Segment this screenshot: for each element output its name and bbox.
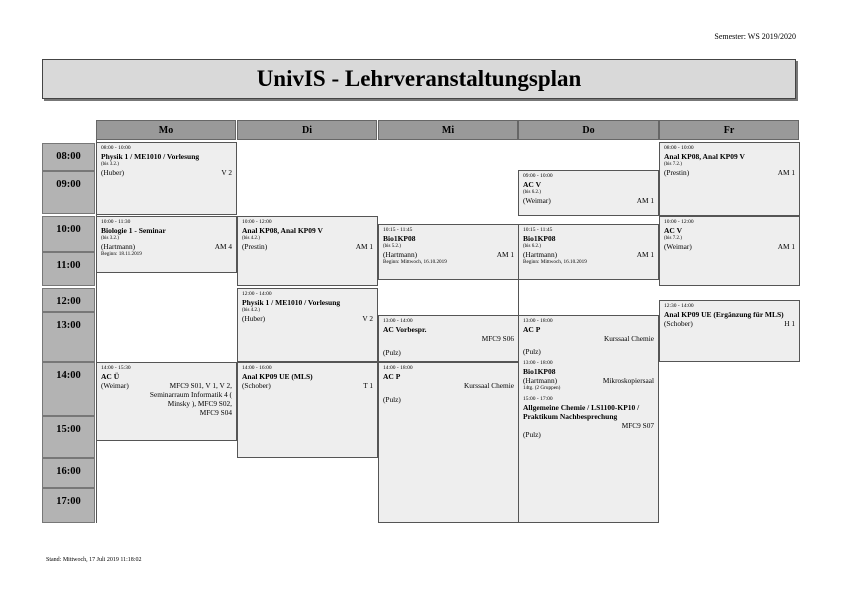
event-title: AC P (383, 372, 401, 381)
event-room: Kurssaal Chemie (603, 334, 654, 343)
event-room: Kurssaal Chemie (463, 381, 514, 390)
event-room: H 1 (784, 319, 795, 328)
event-card[interactable] (378, 362, 519, 523)
event-room: V 2 (221, 168, 232, 177)
event-person: (Hartmann) (101, 242, 136, 251)
event-title: Anal KP09 UE (Ergänzung für MLS) (664, 310, 784, 319)
event-person: (Schober) (664, 319, 693, 328)
event-title: AC Vorbespr. (383, 325, 427, 334)
event-note: Beginn: 18.11.2019 (101, 251, 142, 257)
event-time: 14:00 - 16:00 (242, 365, 272, 371)
event-room: AM 4 (214, 242, 232, 251)
time-slot: 17:00 (42, 488, 95, 523)
event-person: (Pulz) (383, 395, 401, 404)
event-title: AC V (664, 226, 682, 235)
time-slot: 14:00 (42, 362, 95, 416)
event-person: (Hartmann) (523, 376, 558, 385)
event-until: (bis 4.2.) (242, 308, 260, 313)
event-card[interactable] (237, 362, 378, 458)
event-time: 14:00 - 15:30 (101, 365, 131, 371)
day-header-mo: Mo (96, 120, 236, 140)
time-slot: 13:00 (42, 312, 95, 362)
event-card[interactable] (659, 216, 800, 286)
time-slot: 16:00 (42, 458, 95, 488)
event-time: 08:00 - 10:00 (664, 145, 694, 151)
event-time: 10:15 - 11:45 (383, 227, 413, 233)
page-title: UnivIS - Lehrveranstaltungsplan (256, 66, 582, 91)
event-time: 13:00 - 14:00 (383, 318, 413, 324)
event-card[interactable] (237, 216, 378, 286)
event-person: (Pulz) (523, 430, 541, 439)
event-note: 14tg. (2 Gruppen) (523, 385, 561, 391)
time-slot: 10:00 (42, 216, 95, 252)
event-card[interactable] (96, 216, 237, 273)
event-title: Physik 1 / ME1010 / Vorlesung (242, 298, 341, 307)
event-until: (bis 7.2.) (664, 162, 682, 167)
event-person: (Huber) (101, 168, 125, 177)
event-title: Anal KP08, Anal KP09 V (242, 226, 323, 235)
event-note: Beginn: Mittwoch, 16.10.2019 (523, 259, 587, 265)
event-person: (Prestin) (242, 242, 268, 251)
event-time: 12:00 - 14:00 (242, 291, 272, 297)
time-slot: 12:00 (42, 288, 95, 312)
timestamp-footer: Stand: Mittwoch, 17 Juli 2019 11:18:02 (46, 557, 142, 563)
event-room: MFC9 S07 (621, 421, 654, 430)
event-person: (Huber) (242, 314, 266, 323)
day-header-do: Do (518, 120, 659, 140)
time-slot: 11:00 (42, 252, 95, 286)
event-title: AC P (523, 325, 541, 334)
event-person: (Weimar) (664, 242, 692, 251)
event-time: 14:00 - 18:00 (383, 365, 413, 371)
event-person: (Hartmann) (383, 250, 418, 259)
event-title: Anal KP08, Anal KP09 V (664, 152, 745, 161)
event-until: (bis 3.2.) (101, 162, 119, 167)
event-time: 10:00 - 11:30 (101, 219, 131, 225)
event-time: 12:30 - 14:00 (664, 303, 694, 309)
title-banner (42, 59, 796, 99)
event-person: (Weimar) (101, 381, 129, 390)
event-title: Biologie 1 - Seminar (101, 226, 166, 235)
event-title: AC Ü (101, 372, 120, 381)
event-time: 15:00 - 17:00 (523, 396, 553, 402)
event-card[interactable] (96, 142, 237, 215)
event-until: (bis 4.2.) (242, 236, 260, 241)
day-header-di: Di (237, 120, 377, 140)
event-room: MFC9 S06 (481, 334, 514, 343)
event-time: 08:00 - 10:00 (101, 145, 131, 151)
event-room: AM 1 (636, 196, 654, 205)
event-time: 10:00 - 12:00 (664, 219, 694, 225)
event-person: (Pulz) (523, 347, 541, 356)
event-title: Physik 1 / ME1010 / Vorlesung (101, 152, 200, 161)
event-room: Mikroskopiersaal (602, 376, 654, 385)
time-slot: 09:00 (42, 171, 95, 214)
event-card[interactable] (659, 142, 800, 216)
event-card[interactable] (378, 315, 519, 362)
event-until: (bis 6.2.) (523, 190, 541, 195)
event-time: 10:00 - 12:00 (242, 219, 272, 225)
event-until: (bis 7.2.) (664, 236, 682, 241)
event-until: (bis 3.2.) (101, 236, 119, 241)
event-room: AM 1 (636, 250, 654, 259)
event-title: Bio1KP08 (523, 367, 556, 376)
event-card[interactable] (237, 288, 378, 362)
event-title: Allgemeine Chemie / LS1100-KP10 / Praktikum Nachbesprechung (523, 403, 640, 421)
event-room: T 1 (363, 381, 373, 390)
event-card[interactable] (518, 315, 659, 523)
event-card[interactable] (378, 224, 519, 280)
time-slot: 15:00 (42, 416, 95, 458)
event-note: Beginn: Mittwoch, 16.10.2019 (383, 259, 447, 265)
event-time: 13:00 - 18:00 (523, 360, 553, 366)
event-person: (Pulz) (383, 348, 401, 357)
event-until: (bis 6.2.) (523, 244, 541, 249)
event-person: (Hartmann) (523, 250, 558, 259)
day-header-mi: Mi (378, 120, 518, 140)
event-title: AC V (523, 180, 541, 189)
event-title: Bio1KP08 (383, 234, 416, 243)
event-room: AM 1 (777, 242, 795, 251)
event-room: AM 1 (777, 168, 795, 177)
event-title: Anal KP09 UE (MLS) (242, 372, 313, 381)
day-header-fr: Fr (659, 120, 799, 140)
event-room: AM 1 (496, 250, 514, 259)
event-until: (bis 5.2.) (383, 244, 401, 249)
event-person: (Weimar) (523, 196, 551, 205)
event-card[interactable] (659, 300, 800, 362)
event-room: V 2 (362, 314, 373, 323)
event-card[interactable] (518, 170, 659, 216)
semester-label: Semester: WS 2019/2020 (714, 32, 796, 41)
event-time: 13:00 - 18:00 (523, 318, 553, 324)
event-card[interactable] (96, 362, 237, 441)
event-room: MFC9 S01, V 1, V 2, Seminarraum Informatik 4 ( Minsky ), MFC9 S02, MFC9 S04 (149, 381, 232, 417)
event-title: Bio1KP08 (523, 234, 556, 243)
event-time: 09:00 - 10:00 (523, 173, 553, 179)
time-slot: 08:00 (42, 143, 95, 171)
event-card[interactable] (518, 224, 659, 280)
event-room: AM 1 (355, 242, 373, 251)
event-person: (Prestin) (664, 168, 690, 177)
event-time: 10:15 - 11:45 (523, 227, 553, 233)
event-person: (Schober) (242, 381, 271, 390)
